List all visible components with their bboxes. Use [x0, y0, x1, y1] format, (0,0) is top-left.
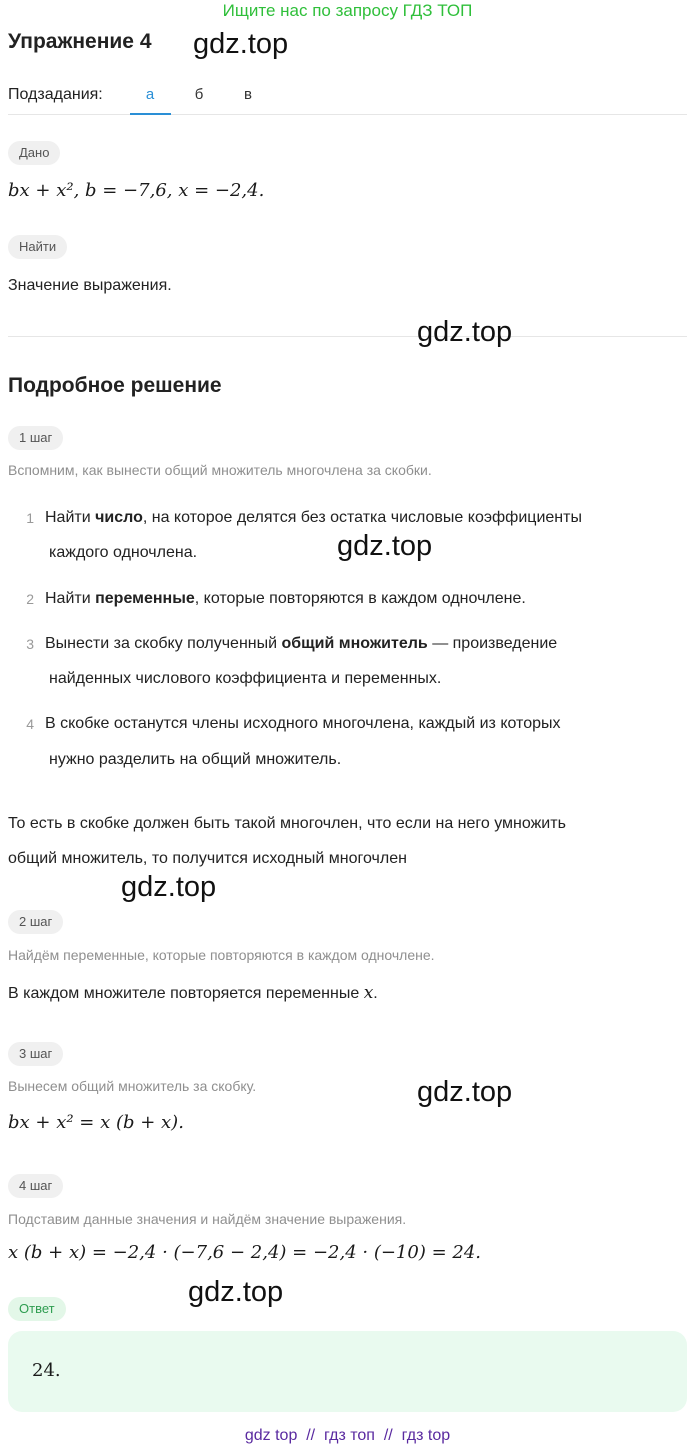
list-item-number: 1: [26, 510, 34, 526]
list-item-bold: общий множитель: [281, 635, 428, 652]
step-4-caption: Подставим данные значения и найдём значение выражения.: [8, 1211, 407, 1227]
step-3-formula: bx + x² = x (b + x).: [8, 1112, 184, 1133]
step-1-caption: Вспомним, как вынести общий множитель многочлена за скобки.: [8, 462, 432, 478]
step-1-paragraph-line2: общий множитель, то получится исходный многочлен: [8, 850, 407, 867]
list-item-text: Найти: [45, 509, 96, 526]
list-item-line2: каждого одночлена.: [49, 544, 198, 561]
answer-value-text: 24.: [32, 1360, 61, 1381]
list-item: [45, 581, 526, 617]
footer-separator: //: [383, 1427, 393, 1444]
step-2-text: [8, 983, 378, 1003]
list-item-text: , на которое делятся без остатка числовые коэффициенты: [142, 509, 582, 526]
step-4-pill: 4 шаг: [8, 1174, 63, 1198]
step-3-caption: Вынесем общий множитель за скобку.: [8, 1078, 257, 1094]
footer-links: [0, 1427, 695, 1445]
given-formula-text: bx + x², b = −7,6, x = −2,4.: [8, 180, 265, 201]
subtasks-divider: [8, 114, 687, 115]
list-item-bold: число: [95, 509, 143, 526]
list-item-number: 4: [26, 716, 34, 732]
active-tab-underline: [130, 113, 171, 115]
list-item: [45, 500, 582, 536]
step-3-pill: 3 шаг: [8, 1042, 63, 1066]
given-formula: [8, 180, 264, 201]
answer-pill: Ответ: [8, 1297, 66, 1321]
footer-link[interactable]: gdz top: [244, 1427, 298, 1444]
answer-value: [32, 1360, 61, 1381]
list-item-line2: нужно разделить на общий множитель.: [49, 751, 342, 768]
list-item-text: — произведение: [427, 635, 558, 652]
list-item: В скобке останутся члены исходного многочлена, каждый из которых: [45, 715, 561, 732]
step-1-paragraph-line1: То есть в скобке должен быть такой многочлен, что если на него умножить: [8, 815, 566, 832]
step-2-caption: Найдём переменные, которые повторяются в каждом одночлене.: [8, 947, 435, 963]
list-item-text: , которые повторяются в каждом одночлене.: [194, 590, 526, 607]
step-2-pill: 2 шаг: [8, 910, 63, 934]
watermark: gdz.top: [121, 871, 217, 903]
section-divider: [8, 336, 687, 337]
watermark: gdz.top: [417, 1076, 513, 1108]
footer-link[interactable]: гдз топ: [324, 1427, 375, 1444]
exercise-title: Упражнение 4: [8, 30, 152, 53]
list-item-text: Найти: [45, 590, 96, 607]
footer-separator: //: [306, 1427, 316, 1444]
step-2-variable: x: [363, 983, 374, 1003]
solution-heading: Подробное решение: [8, 374, 222, 397]
given-pill: Дано: [8, 141, 60, 165]
tab-v[interactable]: в: [244, 86, 252, 103]
step-2-sentence: В каждом множителе повторяется переменные: [8, 985, 360, 1002]
list-item-number: 3: [26, 636, 34, 652]
watermark: gdz.top: [193, 28, 289, 60]
list-item-text: Вынести за скобку полученный: [45, 635, 282, 652]
promo-banner: Ищите нас по запросу ГДЗ ТОП: [222, 1, 473, 20]
answer-box: [8, 1331, 687, 1412]
list-item-line2: найденных числового коэффициента и переменных.: [49, 670, 442, 687]
list-item-bold: переменные: [95, 590, 195, 607]
step-2-period: .: [373, 985, 378, 1002]
list-item-number: 2: [26, 591, 34, 607]
subtasks-label: Подзадания:: [8, 86, 103, 103]
step-1-pill: 1 шаг: [8, 426, 63, 450]
step-4-formula: x (b + x) = −2,4 · (−7,6 − 2,4) = −2,4 · (−10) = 24.: [8, 1242, 482, 1263]
watermark: gdz.top: [417, 316, 513, 348]
watermark: gdz.top: [188, 1276, 284, 1308]
find-pill: Найти: [8, 235, 67, 259]
list-item: [45, 626, 557, 662]
watermark: gdz.top: [337, 530, 433, 562]
tab-a[interactable]: а: [145, 86, 155, 103]
tab-b[interactable]: б: [194, 86, 204, 103]
footer-link[interactable]: гдз top: [401, 1427, 451, 1444]
find-text: Значение выражения.: [8, 277, 172, 294]
